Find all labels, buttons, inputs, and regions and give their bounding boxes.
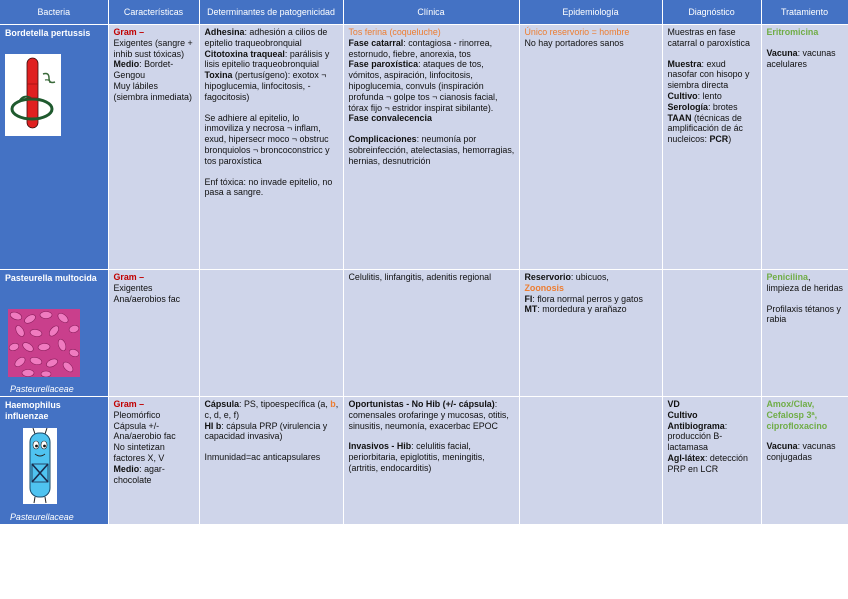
header-tratamiento: Tratamiento bbox=[761, 0, 848, 25]
drug-name: Penicilina bbox=[766, 272, 808, 282]
drug-name: Amox/Clav, Cefalosp 3ª, ciprofloxacino bbox=[766, 399, 828, 431]
muestras-fase-text: Muestras en fase catarral o paroxística bbox=[667, 27, 750, 48]
fase-paroxistica-value: : ataques de tos, vómitos, aspiración, linfocitosis, hipoglucemia, convuls (inspiración profunda ¬ golpe tos ¬ cianosis facial, tórax fijo ¬ estridor inspirat sibilante). bbox=[348, 59, 498, 113]
muestra-value: : exud nasofar con hisopo y siembra directa bbox=[667, 58, 750, 91]
inmunidad-text: Inmunidad=ac anticapsulares bbox=[204, 452, 321, 463]
hib-value: : cápsula PRP (virulencia y capacidad invasiva) bbox=[204, 420, 328, 442]
pasteurella-micrograph bbox=[8, 309, 80, 377]
caracteristica-line: Ana/aerobios fac bbox=[113, 293, 181, 304]
oportunistas-label: Oportunistas - No Hib (+/- cápsula) bbox=[348, 399, 495, 409]
header-bacteria: Bacteria bbox=[0, 0, 108, 25]
cultivo-value: : lento bbox=[697, 90, 722, 101]
fi-value: : flora normal perros y gatos bbox=[532, 293, 643, 304]
tratamiento-text: , limpieza de heridas bbox=[766, 272, 843, 293]
capsula-type-b: b bbox=[330, 399, 336, 409]
header-caracteristicas: Características bbox=[108, 0, 199, 25]
haemophilus-cartoon bbox=[23, 428, 57, 504]
caracteristicas-cell bbox=[108, 270, 199, 397]
gram-label: Gram – bbox=[113, 272, 145, 282]
serologia-label: Serología bbox=[667, 101, 708, 112]
toxina-label: Toxina bbox=[204, 70, 233, 81]
agl-latex-label: Agl-látex bbox=[667, 452, 705, 463]
bacteria-name: Pasteurella multocida bbox=[5, 273, 97, 283]
antibiograma-value: : producción B-lactamasa bbox=[667, 420, 728, 453]
fase-paroxistica-label: Fase paroxística bbox=[348, 59, 419, 70]
gram-label: Gram – bbox=[113, 27, 145, 37]
complicaciones-label: Complicaciones bbox=[348, 134, 417, 145]
clinica-cell bbox=[343, 25, 519, 270]
hib-label: HI b bbox=[204, 420, 222, 431]
citotoxina-label: Citotoxina traqueal bbox=[204, 48, 285, 59]
header-diagnostico: Diagnóstico bbox=[662, 0, 761, 25]
caracteristica-line: Pleomórfico bbox=[113, 409, 161, 420]
caracteristica-line: Cápsula +/- bbox=[113, 420, 160, 431]
vd-label: VD bbox=[667, 399, 680, 409]
determinantes-cell bbox=[199, 270, 343, 397]
cultivo-label: Cultivo bbox=[667, 409, 698, 420]
bacteria-cell bbox=[0, 270, 108, 397]
table-row bbox=[0, 25, 848, 270]
caracteristicas-cell bbox=[108, 397, 199, 525]
invasivos-label: Invasivos - Hib bbox=[348, 441, 412, 452]
oportunistas-value: : comensales orofaringe y mucosas, otitis, sinusitis, neumonía, exacerbac EPOC bbox=[348, 399, 509, 431]
serologia-value: : brotes bbox=[707, 101, 738, 112]
mt-value: : mordedura y arañazo bbox=[537, 304, 627, 315]
adhesina-label: Adhesina bbox=[204, 27, 245, 37]
clinica-cell bbox=[343, 270, 519, 397]
medio-value: : agar-chocolate bbox=[113, 463, 165, 485]
bacteria-cell bbox=[0, 25, 108, 270]
table-row bbox=[0, 397, 848, 525]
bacteria-name: Haemophilus influenzae bbox=[5, 400, 61, 421]
complicaciones-value: : neumonía por sobreinfección, atelectasias, hemorragias, hernias, desnutrición bbox=[348, 134, 515, 166]
reservorio-label: Reservorio bbox=[524, 272, 571, 282]
mechanism-text: Se adhiere al epitelio, lo inmoviliza y necrosa ¬ inflam, exud, hipersecr moco ¬ obstruc bronquiolos ¬ broncoconstricc y tos paroxística bbox=[204, 112, 330, 166]
adhesina-value: : adhesión a cilios de epitelio traqueobronquial bbox=[204, 27, 328, 48]
tratamiento-cell bbox=[761, 270, 848, 397]
header-row bbox=[0, 0, 848, 25]
cultivo-label: Cultivo bbox=[667, 90, 698, 101]
agl-latex-value: : detección PRP en LCR bbox=[667, 452, 748, 474]
medio-value: : Bordet-Gengou bbox=[113, 59, 174, 81]
caracteristica-line: No sintetizan factores X, V bbox=[113, 442, 165, 463]
drug-name: Eritromicina bbox=[766, 27, 819, 37]
medio-label: Medio bbox=[113, 463, 140, 474]
caracteristicas-cell bbox=[108, 25, 199, 270]
muestra-label: Muestra bbox=[667, 58, 702, 69]
portadores-text: No hay portadores sanos bbox=[524, 37, 624, 48]
vacuna-label: Vacuna bbox=[766, 441, 798, 452]
capsula-label: Cápsula bbox=[204, 399, 240, 409]
caracteristica-line: Exigentes bbox=[113, 282, 153, 293]
caracteristica-line: Muy lábiles (siembra inmediata) bbox=[113, 80, 192, 102]
taan-label: TAAN bbox=[667, 112, 692, 123]
diagnostico-cell bbox=[662, 270, 761, 397]
clinica-text: Celulitis, linfangitis, adenitis regional bbox=[348, 272, 492, 282]
family-name: Pasteurellaceae bbox=[10, 512, 74, 523]
determinantes-cell bbox=[199, 397, 343, 525]
clinica-cell bbox=[343, 397, 519, 525]
fase-catarral-label: Fase catarral bbox=[348, 37, 404, 48]
reservorio-value: : ubicuos, bbox=[570, 272, 609, 282]
tratamiento-cell bbox=[761, 25, 848, 270]
pcr-label: PCR bbox=[709, 134, 729, 145]
zoonosis-label: Zoonosis bbox=[524, 282, 564, 293]
header-clinica: Clínica bbox=[343, 0, 519, 25]
invasivos-value: : celulitis facial, periorbitaria, epiglotitis, meningitis, (artritis, endocarditis) bbox=[348, 441, 485, 473]
capsula-value-end: , c, d, e, f) bbox=[204, 399, 339, 420]
profilaxis-text: Profilaxis tétanos y rabia bbox=[766, 303, 841, 325]
bacteria-name: Bordetella pertussis bbox=[5, 28, 91, 38]
medio-label: Medio bbox=[113, 59, 140, 70]
header-epidemiologia: Epidemiología bbox=[519, 0, 662, 25]
antibiograma-label: Antibiograma bbox=[667, 420, 725, 431]
fase-convalecencia-label: Fase convalecencia bbox=[348, 113, 432, 124]
diagnostico-cell bbox=[662, 397, 761, 525]
fi-label: FI bbox=[524, 293, 533, 304]
header-determinantes: Determinantes de patogenicidad bbox=[199, 0, 343, 25]
tratamiento-cell bbox=[761, 397, 848, 525]
vacuna-value: : vacunas conjugadas bbox=[766, 441, 836, 463]
vacuna-value: : vacunas acelulares bbox=[766, 47, 836, 69]
capsula-value: : PS, tipoespecífica (a, bbox=[239, 399, 331, 409]
epidemiologia-cell bbox=[519, 397, 662, 525]
reservorio-text: Único reservorio = hombre bbox=[524, 27, 630, 37]
family-name: Pasteurellaceae bbox=[10, 384, 74, 395]
bordetella-illustration bbox=[5, 54, 61, 136]
diagnostico-cell bbox=[662, 25, 761, 270]
table-row bbox=[0, 270, 848, 397]
determinantes-cell bbox=[199, 25, 343, 270]
caracteristica-line: Ana/aerobio fac bbox=[113, 431, 176, 442]
caracteristica-line: Exigentes (sangre + inhib sust tóxicas) bbox=[113, 37, 193, 59]
gram-label: Gram – bbox=[113, 399, 145, 409]
mt-label: MT bbox=[524, 304, 538, 315]
bacteria-cell bbox=[0, 397, 108, 525]
toxina-value: (pertusígeno): exotox ¬ hipoglucemia, linfocitosis, -fagocitosis) bbox=[204, 70, 327, 102]
taan-value: (técnicas de amplificación de ác nucleicos: bbox=[667, 112, 743, 145]
fase-catarral-value: : contagiosa - rinorrea, estornudo, fiebre, anorexia, tos bbox=[348, 37, 493, 59]
epidemiologia-cell bbox=[519, 25, 662, 270]
enf-toxica-text: Enf tóxica: no invade epitelio, no pasa a sangre. bbox=[204, 176, 333, 198]
clinica-title: Tos ferina (coqueluche) bbox=[348, 27, 441, 37]
vacuna-label: Vacuna bbox=[766, 47, 798, 58]
taan-end: ) bbox=[728, 134, 732, 145]
epidemiologia-cell bbox=[519, 270, 662, 397]
citotoxina-value: : parálisis y lisis epitelio traqueobronquial bbox=[204, 48, 330, 70]
